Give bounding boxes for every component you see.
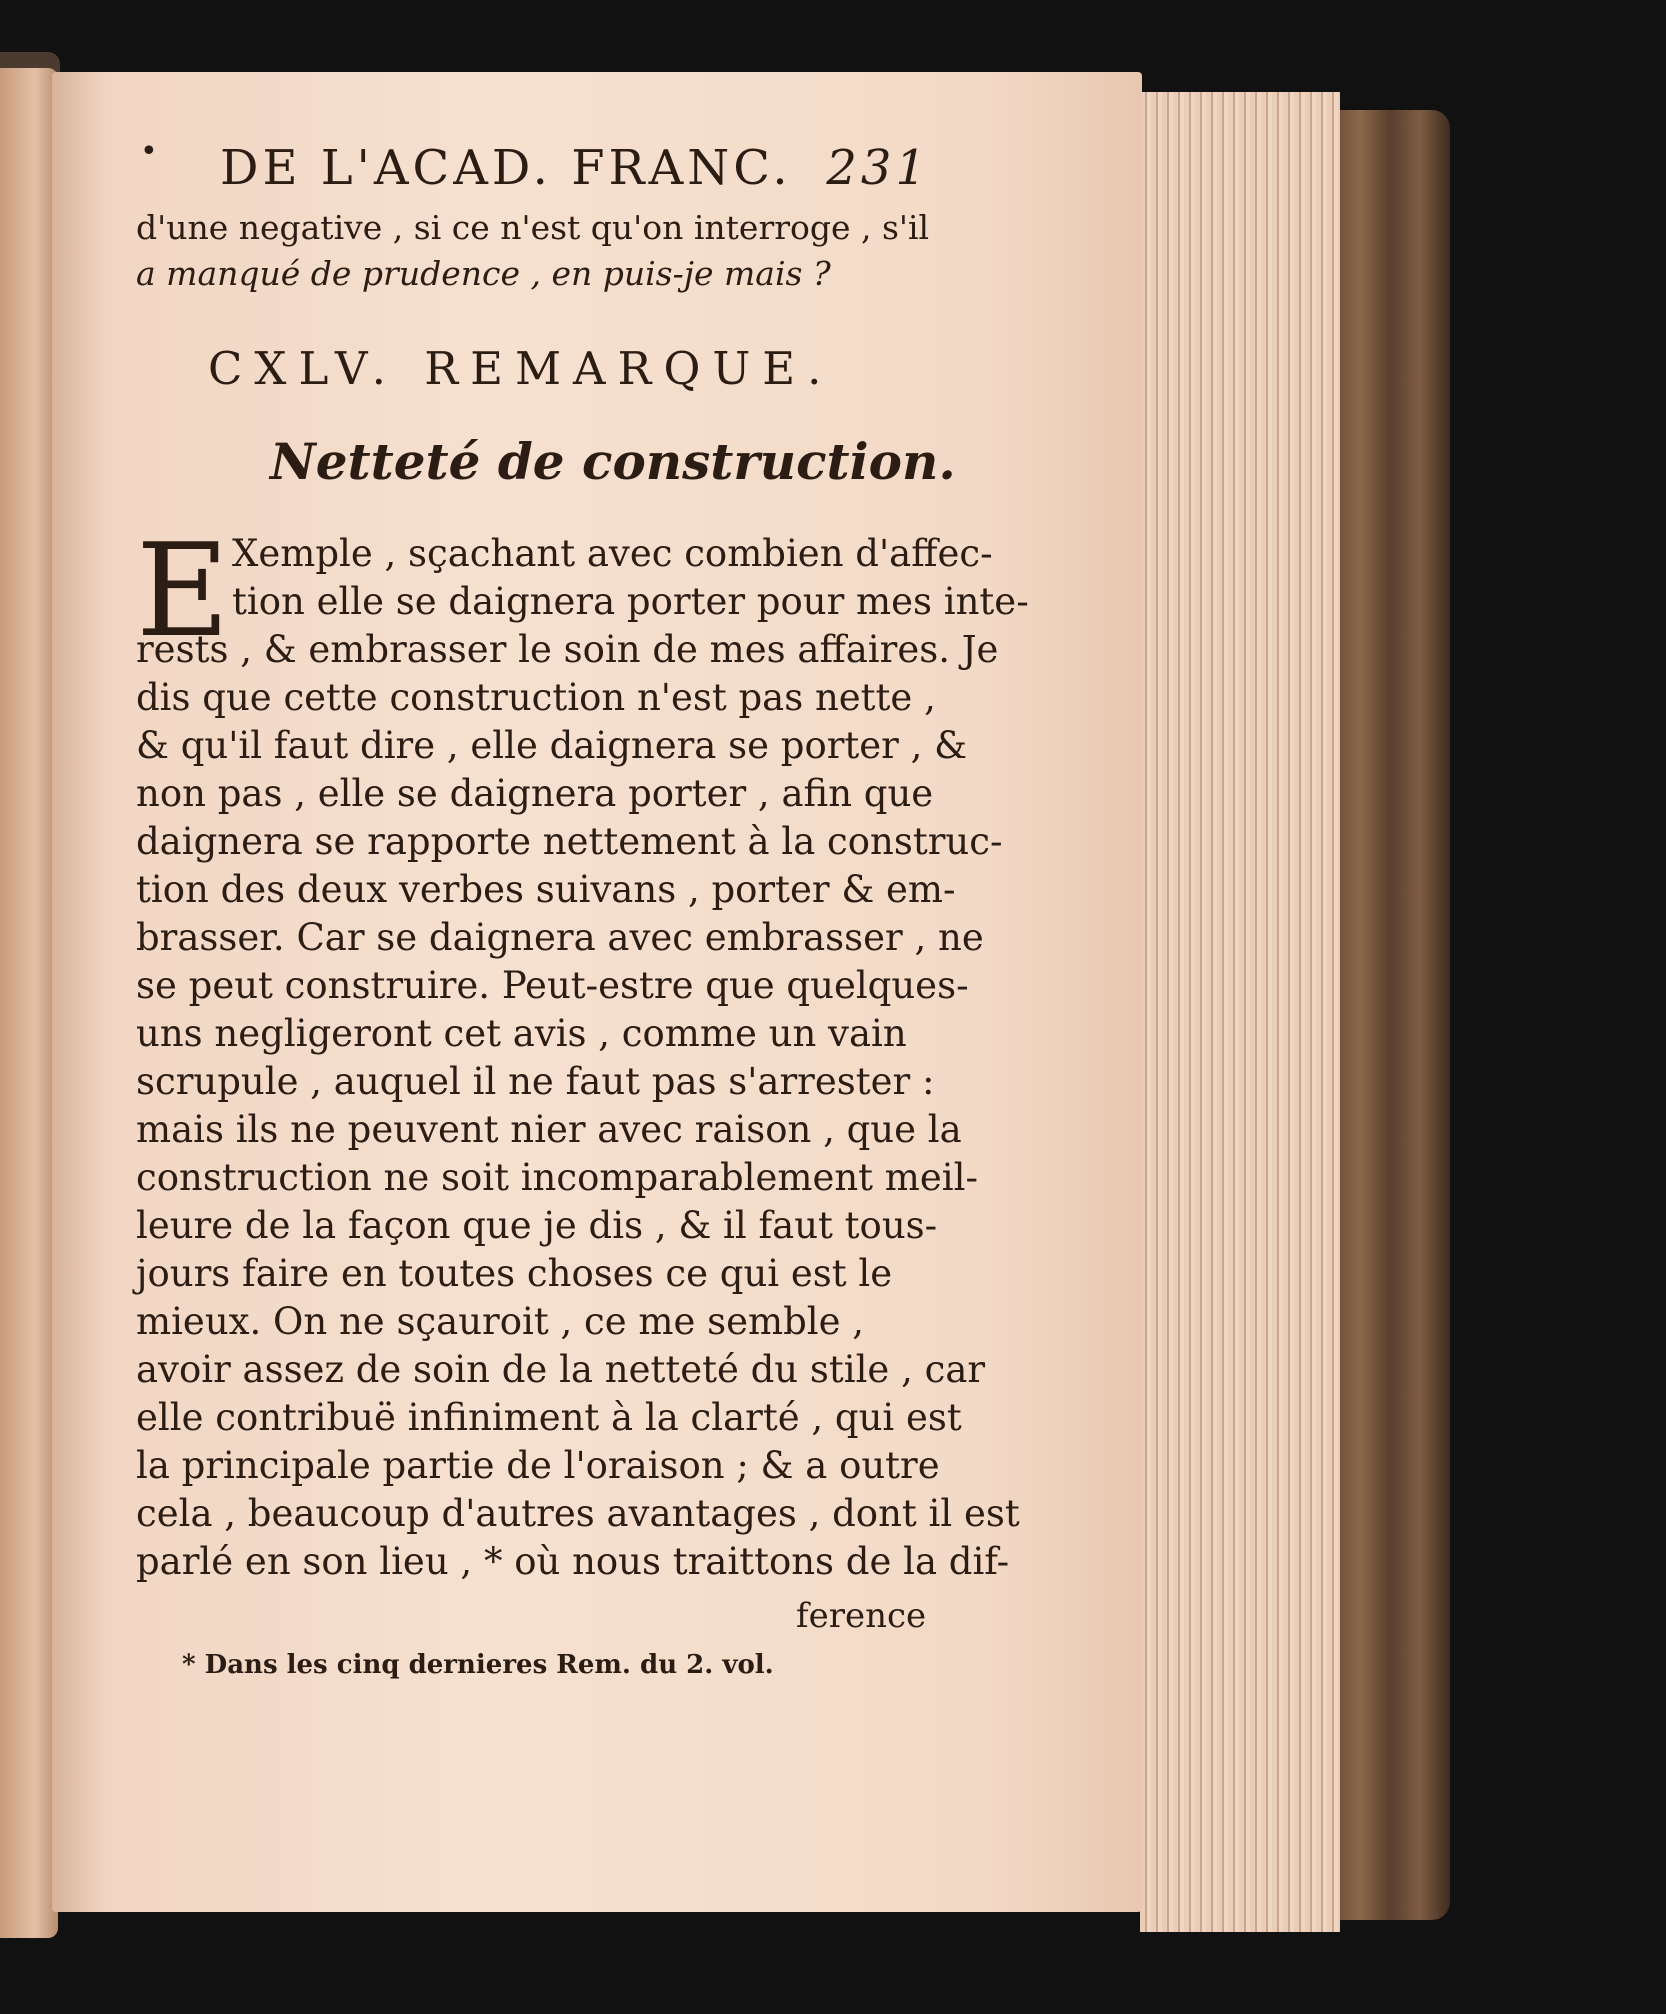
body-line: leure de la façon que je dis , & il faut tous- <box>136 1204 938 1247</box>
body-line: Xemple , sçachant avec combien d'affec- <box>232 532 993 575</box>
body-line: brasser. Car se daignera avec embrasser , ne <box>136 916 984 959</box>
body-line: scrupule , auquel il ne faut pas s'arrester : <box>136 1060 935 1103</box>
drop-cap: E <box>136 517 230 666</box>
footnote: * Dans les cinq dernieres Rem. du 2. vol. <box>182 1650 774 1680</box>
catchword: ference <box>796 1596 927 1636</box>
body-line: rests , & embrasser le soin de mes affaires. Je <box>136 628 999 671</box>
remarque-heading: CXLV. REMARQUE. <box>208 342 834 395</box>
body-line: mais ils ne peuvent nier avec raison , que la <box>136 1108 962 1151</box>
body-line: non pas , elle se daignera porter , afin que <box>136 772 934 815</box>
body-line: cela , beaucoup d'autres avantages , dont il est <box>136 1492 1020 1535</box>
body-line: daignera se rapporte nettement à la construc- <box>136 820 1003 863</box>
body-line: avoir assez de soin de la netteté du stile , car <box>136 1348 986 1391</box>
body-line: se peut construire. Peut-estre que quelques- <box>136 964 969 1007</box>
continued-line: d'une negative , si ce n'est qu'on interroge , s'il <box>136 208 930 247</box>
body-line: dis que cette construction n'est pas nette , <box>136 676 936 719</box>
left-page-edge <box>0 68 58 1938</box>
body-line: mieux. On ne sçauroit , ce me semble , <box>136 1300 865 1343</box>
body-line: jours faire en toutes choses ce qui est le <box>136 1252 893 1295</box>
header-title: DE L'ACAD. FRANC. <box>220 140 792 196</box>
remarque-subtitle: Netteté de construction. <box>270 432 956 491</box>
body-line: tion des deux verbes suivans , porter & em- <box>136 868 956 911</box>
body-line: construction ne soit incomparablement meil- <box>136 1156 978 1199</box>
body-line: elle contribuë infiniment à la clarté , qui est <box>136 1396 962 1439</box>
page-edges <box>1140 92 1340 1932</box>
header-dot: • <box>140 134 162 169</box>
body-line: & qu'il faut dire , elle daignera se porter , & <box>136 724 968 767</box>
body-line: parlé en son lieu , * où nous traittons de la dif- <box>136 1540 1010 1583</box>
continued-line: a manqué de prudence , en puis-je mais ? <box>136 254 831 293</box>
body-line: la principale partie de l'oraison ; & a outre <box>136 1444 940 1487</box>
book-binding <box>1330 110 1450 1920</box>
page-number: 231 <box>826 140 930 196</box>
body-line: uns negligeront cet avis , comme un vain <box>136 1012 907 1055</box>
body-line: tion elle se daignera porter pour mes inte- <box>232 580 1029 623</box>
